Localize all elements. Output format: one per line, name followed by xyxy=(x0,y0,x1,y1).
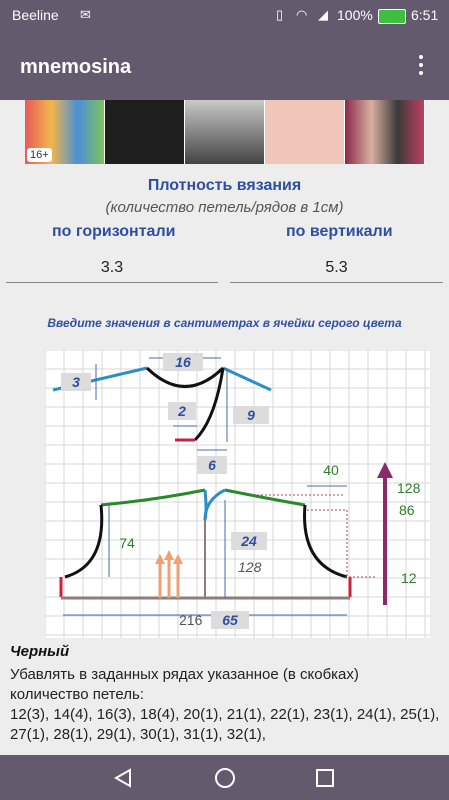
instruction-text: Убавлять в заданных рядах указанное (в скобках) количество петель: xyxy=(10,666,359,703)
right-label-12: 12 xyxy=(401,570,417,586)
body-height-value: 24 xyxy=(241,533,257,549)
app-bar xyxy=(0,32,449,100)
ad-image-nail-polish[interactable] xyxy=(345,100,425,164)
density-title: Плотность вязания xyxy=(147,177,302,194)
status-bar xyxy=(0,0,449,32)
ad-image-phone-ring[interactable] xyxy=(265,100,345,164)
vibrate-icon: ▯ xyxy=(276,7,284,22)
home-icon[interactable] xyxy=(213,766,237,790)
back-icon[interactable] xyxy=(112,766,136,790)
vertical-density-input[interactable]: 5.3 xyxy=(230,254,443,283)
neck-depth-value: 3 xyxy=(72,374,80,390)
ad-image-car-holder[interactable] xyxy=(185,100,265,164)
armhole-label: 40 xyxy=(323,462,339,478)
recents-icon[interactable] xyxy=(313,766,337,790)
side-rows-label: 74 xyxy=(119,535,135,551)
ad-image-phone-case[interactable] xyxy=(105,100,185,164)
carrier-name: Beeline xyxy=(12,7,59,23)
wifi-icon: ◠ xyxy=(296,7,308,22)
instructions xyxy=(10,665,440,745)
notification-icon: ✉ xyxy=(80,7,91,22)
app-title: mnemosina xyxy=(20,56,132,78)
clock: 6:51 xyxy=(411,7,439,23)
instruction-rows: 12(3), 14(4), 16(3), 18(4), 20(1), 21(1), 22(1), 23(1), 24(1), 25(1), 27(1), 28(1), 29(1), 30(1), 31(1), 32(1), xyxy=(10,706,440,743)
vertical-label: по вертикали xyxy=(286,223,393,240)
input-hint: Введите значения в сантиметрах в ячейки серого цвета xyxy=(47,316,402,330)
half-width-value: 65 xyxy=(222,612,238,628)
right-label-128: 128 xyxy=(397,480,421,496)
neck-width-value: 16 xyxy=(175,354,191,370)
overflow-menu-icon[interactable] xyxy=(416,52,426,82)
density-subtitle: (количество петель/рядов в 1см) xyxy=(105,199,344,216)
navigation-bar xyxy=(0,755,449,800)
shoulder-width-value: 6 xyxy=(208,457,216,473)
age-badge: 16+ xyxy=(27,148,52,162)
shoulder-height-value: 9 xyxy=(247,407,255,423)
center-rows-label: 128 xyxy=(238,559,262,575)
total-stitches-label: 216 xyxy=(179,612,203,628)
section-title: Черный xyxy=(10,643,70,660)
pattern-diagram xyxy=(45,350,430,638)
battery-percent: 100% xyxy=(337,7,373,23)
horizontal-density-input[interactable]: 3.3 xyxy=(6,254,218,283)
shoulder-drop-value: 2 xyxy=(178,403,186,419)
ad-banner[interactable] xyxy=(25,100,425,164)
signal-icon: ◢ xyxy=(318,7,328,22)
horizontal-label: по горизонтали xyxy=(52,223,176,240)
right-label-86: 86 xyxy=(399,502,415,518)
battery-icon xyxy=(378,9,406,24)
